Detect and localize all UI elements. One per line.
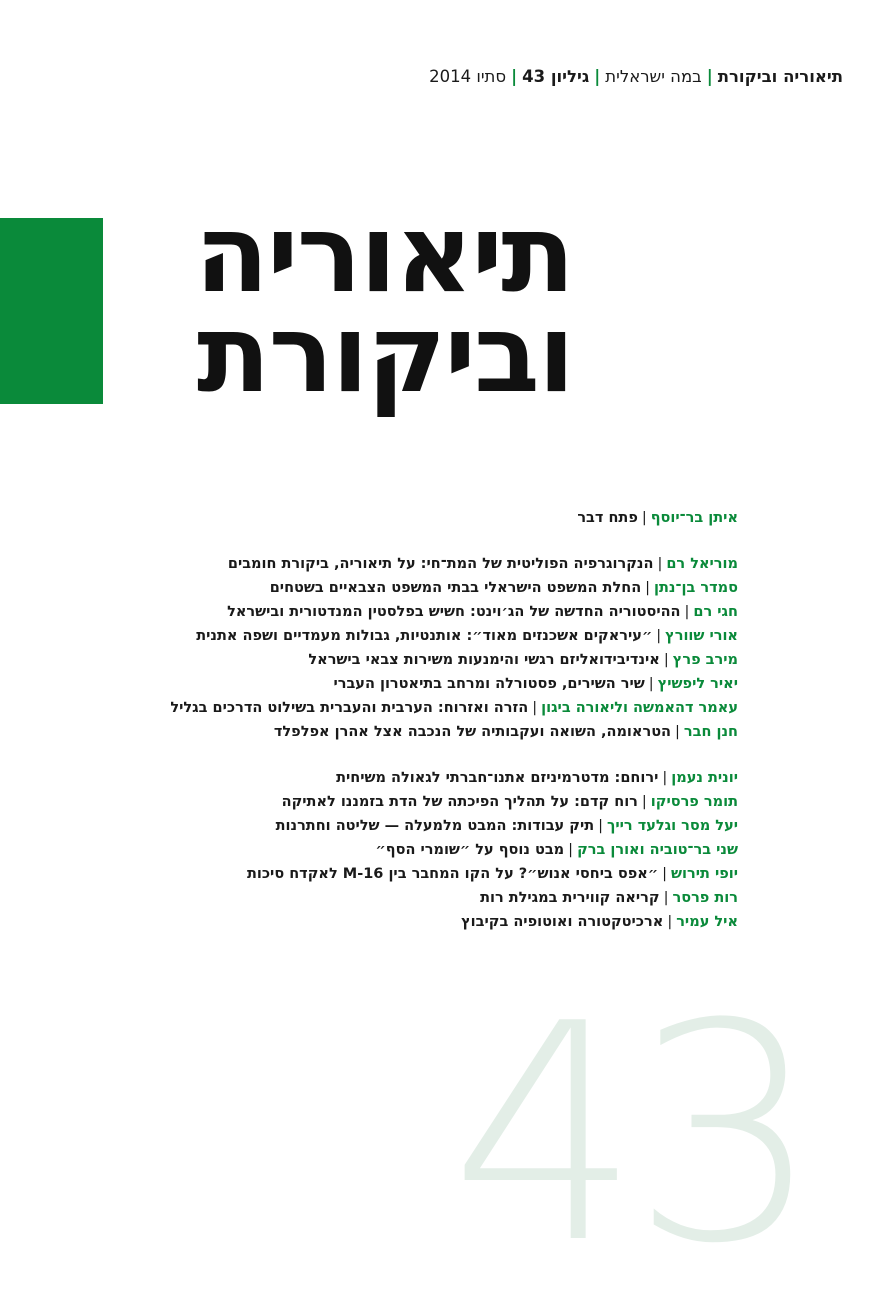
- toc-group: [18, 552, 738, 744]
- toc-item: [18, 886, 738, 910]
- toc-title: הנקרוגרפיה הפוליטית של המת־חי: על תיאוריה, ביקורת חומבים: [227, 556, 654, 572]
- toc-title: מבט נוסף על ״שומרי הסף״: [375, 842, 565, 858]
- toc-item: [18, 648, 738, 672]
- masthead-line: [203, 64, 843, 90]
- toc-separator: |: [662, 770, 668, 786]
- toc-author: חנן חבר: [683, 724, 738, 740]
- toc-separator: |: [645, 580, 651, 596]
- toc-item: [18, 838, 738, 862]
- toc-separator: |: [662, 866, 668, 882]
- toc-title: קריאה קווירית במגילת רות: [480, 890, 660, 906]
- toc-title: הטראומה, השואה ועקבותיה של הנכבה אצל אהרן אפלפלד: [273, 724, 672, 740]
- toc-item: [18, 600, 738, 624]
- toc-separator: |: [663, 652, 669, 668]
- toc-group: [18, 766, 738, 934]
- table-of-contents: [18, 506, 738, 934]
- toc-item: [18, 506, 738, 530]
- toc-group: [18, 506, 738, 530]
- toc-author: יאיר ליפשיץ: [657, 676, 738, 692]
- issue-number-watermark: 43: [450, 960, 812, 1309]
- toc-author: חגי רם: [693, 604, 738, 620]
- toc-title: הזרה ואזרוח: הערבית והעברית בשילוט הדרכים בגליל: [170, 700, 529, 716]
- toc-author: איל עמיר: [676, 914, 738, 930]
- toc-title: ״אפס ביחסי אנוש״? על הקו המחבר בין M-16 לאקדח סיכות: [246, 866, 659, 882]
- toc-title: ירוחם: מדטרמיניזם אתנו־חברתי לגאולה משיחית: [336, 770, 659, 786]
- issue-date: סתיו 2014: [429, 67, 507, 86]
- toc-item: [18, 720, 738, 744]
- toc-item: [18, 672, 738, 696]
- toc-author: יונית נעמן: [671, 770, 738, 786]
- publisher-name: במה ישראלית: [605, 67, 702, 86]
- toc-separator: |: [657, 556, 663, 572]
- issue-label: גיליון 43: [522, 67, 590, 86]
- toc-separator: |: [667, 914, 673, 930]
- toc-author: סמדר בן־נתן: [654, 580, 738, 596]
- toc-separator: |: [648, 676, 654, 692]
- toc-author: עאמר דהאמשה וליאורה ביגון: [541, 700, 738, 716]
- toc-title: פתח דבר: [577, 510, 638, 526]
- toc-separator: |: [656, 628, 662, 644]
- separator: |: [594, 67, 601, 86]
- title-line-2: וביקורת: [196, 292, 573, 417]
- toc-author: רות פרסר: [672, 890, 738, 906]
- toc-author: שני בר־טוביה ואורן ברק: [577, 842, 738, 858]
- toc-item: [18, 814, 738, 838]
- toc-title: החלת המשפט הישראלי בבתי המשפט הצבאיים בשטחים: [269, 580, 642, 596]
- toc-separator: |: [641, 794, 647, 810]
- toc-title: רוח קדם: על תהליך הפיכתה של הדת בזמננו לאתיקה: [281, 794, 638, 810]
- toc-separator: |: [532, 700, 538, 716]
- toc-title: אינדיבידואליזם רגשי והימנעות משירות צבאי בישראל: [308, 652, 660, 668]
- toc-title: ״עיראקים אשכנזים מאוד״: אותנטיות, גבולות מעמדיים ושפה אתנית: [196, 628, 653, 644]
- toc-author: אורי שוורץ: [665, 628, 738, 644]
- toc-item: [18, 624, 738, 648]
- toc-item: [18, 552, 738, 576]
- toc-separator: |: [641, 510, 647, 526]
- toc-separator: |: [675, 724, 680, 740]
- toc-author: יעל מסר וגלעד רייך: [607, 818, 738, 834]
- toc-item: [18, 766, 738, 790]
- toc-item: [18, 696, 738, 720]
- toc-item: [18, 576, 738, 600]
- toc-title: ארכיטקטורה ואוטופיה בקיבוץ: [461, 914, 664, 930]
- separator: |: [706, 67, 713, 86]
- journal-name: תיאוריה וביקורת: [717, 67, 843, 86]
- toc-author: תומר פרסיקו: [650, 794, 738, 810]
- toc-author: מירב פרץ: [672, 652, 738, 668]
- title-line-1: תיאוריה: [194, 192, 573, 317]
- toc-item: [18, 910, 738, 934]
- toc-author: איתן בר־יוסף: [650, 510, 738, 526]
- toc-title: תיק עבודות: המבט מלמעלה — שליטה וחתרנות: [275, 818, 595, 834]
- toc-title: שיר השירים, פסטורלה ומרחב בתיאטרון העברי: [333, 676, 645, 692]
- journal-title: [13, 192, 573, 417]
- toc-item: [18, 790, 738, 814]
- toc-title: ההיסטוריה החדשה של הג׳וינט: חשיש בפלסטין המנדטורית ובישראל: [227, 604, 681, 620]
- toc-separator: |: [684, 604, 690, 620]
- toc-item: [18, 862, 738, 886]
- toc-separator: |: [663, 890, 669, 906]
- toc-author: יופי תירוש: [671, 866, 738, 882]
- separator: |: [511, 67, 518, 86]
- toc-author: מוריאל רם: [666, 556, 738, 572]
- toc-separator: |: [598, 818, 604, 834]
- toc-separator: |: [568, 842, 574, 858]
